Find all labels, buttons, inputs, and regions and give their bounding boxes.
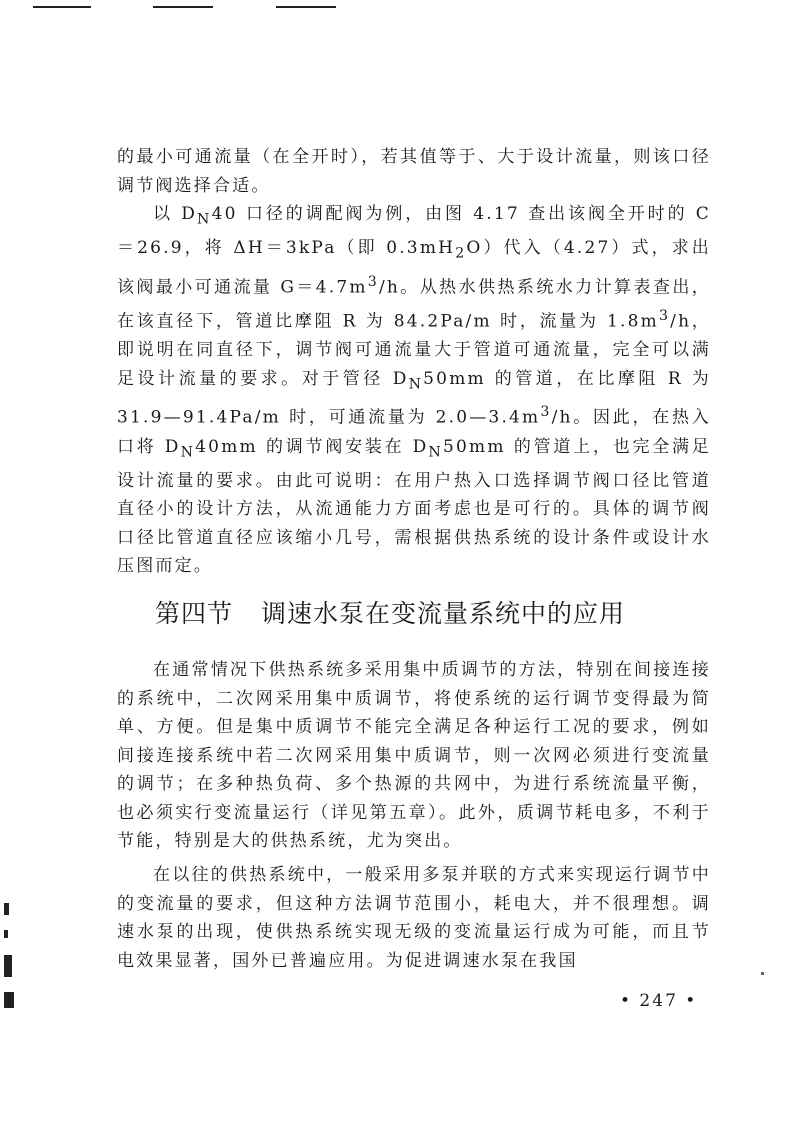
scan-speck (761, 972, 764, 975)
binding-mark (4, 930, 8, 938)
paragraph-valve-example: 以 $D_N40$ 口径的调配阀为例，由图 4.17 查出该阀全开时的 C ＝26.9，将 ΔH＝3kPa（即 $0.3mH_2O$）代入（4.27）式，求出该阀最小可通流量 $G=4.7m^3/h$。从热水供热系统水力计算表查出，在该直径下，管道比摩阻 R 为 84.2Pa/m 时，流量为 $1.8m^3/h$，即说明在同直径下，调节阀可通流量大于管道可通流量，完全可以满足设计流量的要求。对于管径 $D_N50mm$ 的管道，在比摩阻 R 为 31.9—91.4Pa/m 时，可通流量为 $2.0—3.4m^3/h$。因此，在热入口将 $D_N40mm$ 的调节阀安装在 $D_N50mm$ 的管道上，也完全满足设计流量的要求。由此可说明：在用户热入口选择调节阀口径比管道直径小的设计方法，从流通能力方面考虑也是可行的。具体的调节阀口径比管道直径应该缩小几号，需根据供热系统的设计条件或设计水压图而定。 (117, 204, 712, 577)
section-title: 调速水泵在变流量系统中的应用 (261, 599, 626, 628)
paragraph-regulation: 在通常情况下供热系统多采用集中质调节的方法，特别在间接连接的系统中，二次网采用集中质调节，将使系统的运行调节变得最为简单、方便。但是集中质调节不能完全满足各种运行工况的要求，例如间接连接系统中若二次网采用集中质调节，则一次网必须进行变流量的调节；在多种热负荷、多个热源的共网中，为进行系统流量平衡，也必须实行变流量运行（详见第五章）。此外，质调节耗电多，不利于节能，特别是大的供热系统，尤为突出。 (117, 660, 711, 851)
section-heading (155, 594, 625, 630)
paragraph-variable-speed-pump: 在以往的供热系统中，一般采用多泵并联的方式来实现运行调节中的变流量的要求，但这种方法调节范围小，耗电大，并不很理想。调速水泵的出现，使供热系统实现无级的变流量运行成为可能，而且节电效果显著，国外已普遍应用。为促进调速水泵在我国 (117, 865, 711, 971)
header-rule-middle (153, 6, 213, 8)
section-number: 第四节 (155, 599, 234, 628)
binding-mark (4, 992, 14, 1008)
binding-mark (4, 903, 9, 915)
header-rule-right (276, 6, 336, 8)
page-number: • 247 • (620, 991, 698, 1011)
binding-mark (4, 955, 12, 977)
header-rule-left (33, 6, 91, 8)
paragraph-continuation: 的最小可通流量（在全开时），若其值等于、大于设计流量，则该口径调节阀选择合适。 (117, 147, 711, 196)
